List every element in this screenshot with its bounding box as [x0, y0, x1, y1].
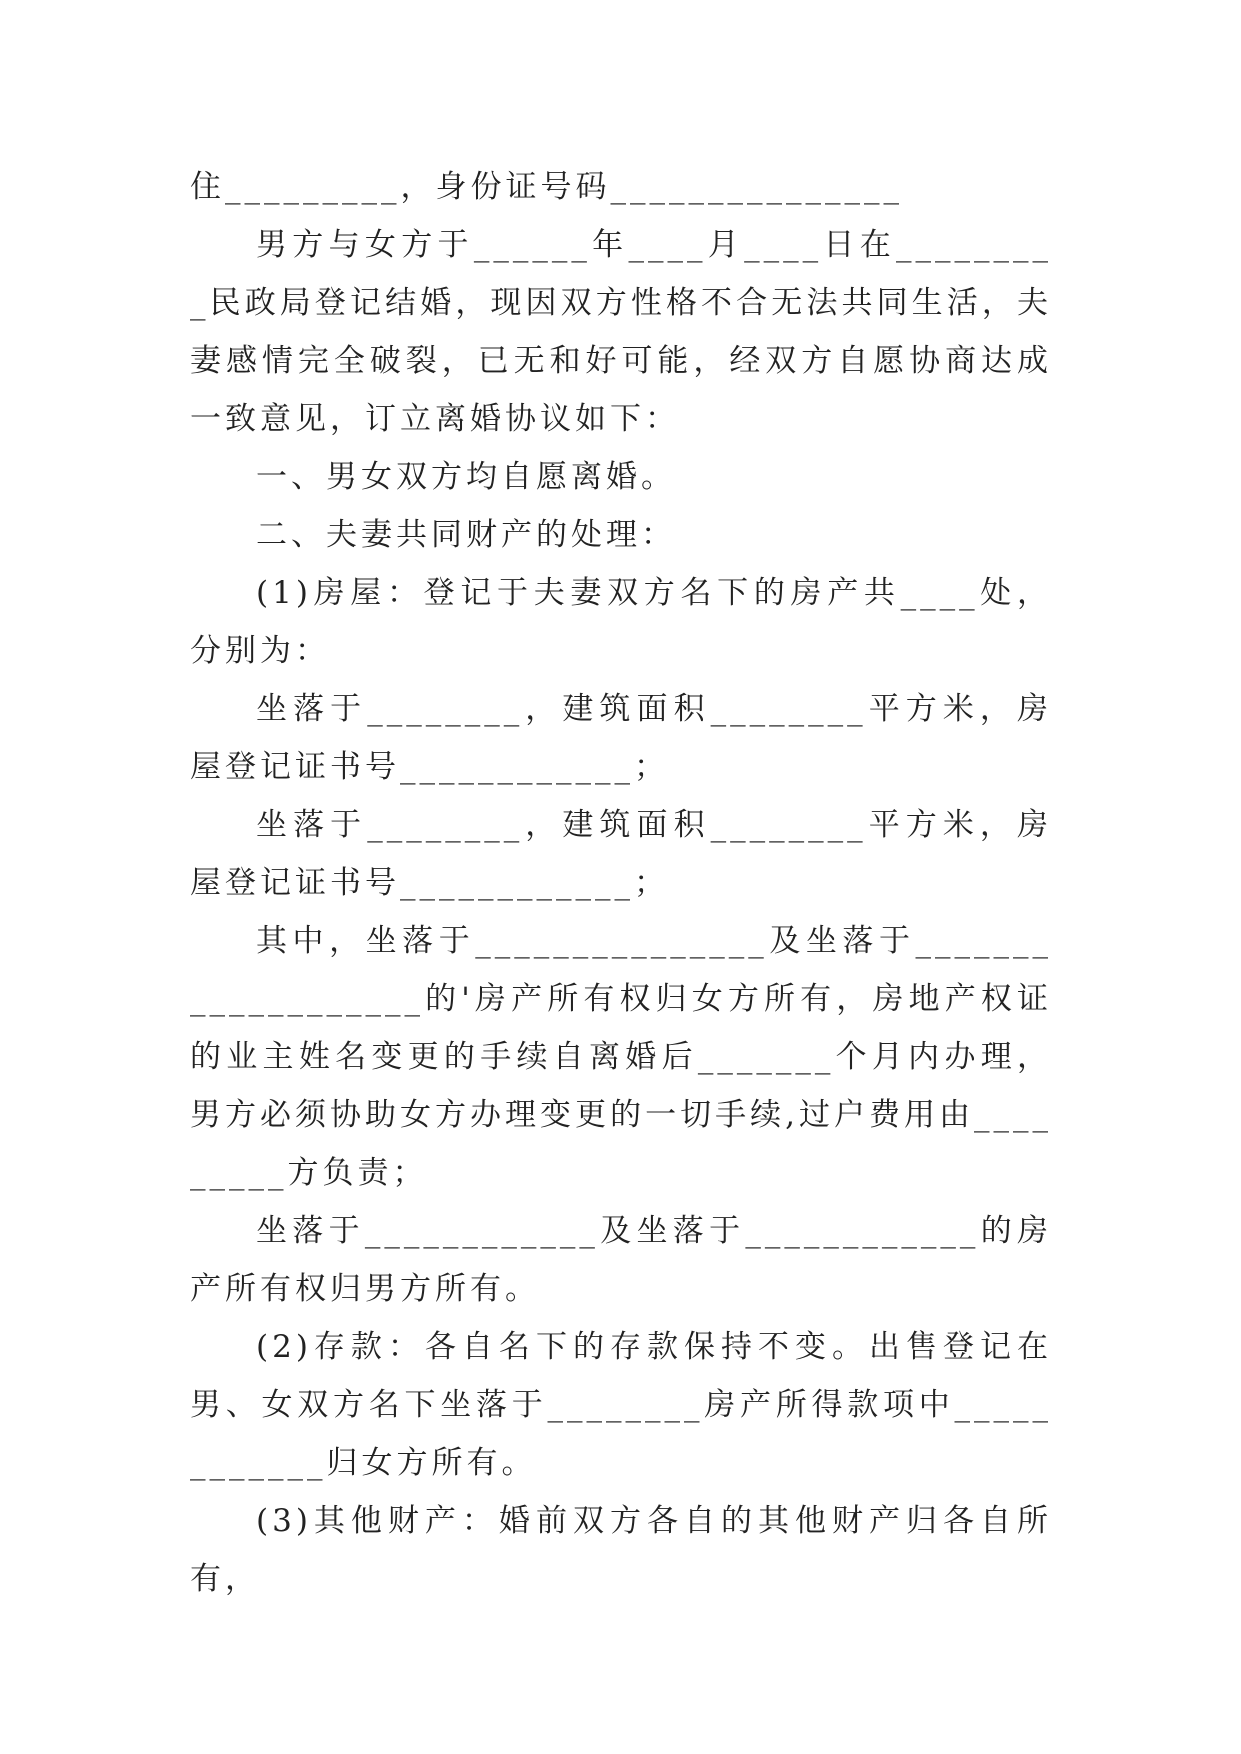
paragraph-deposits: (2)存款：各自名下的存款保持不变。出售登记在男、女双方名下坐落于________房产所得款项中____________归女方所有。: [190, 1329, 1052, 1481]
paragraph-house-1: 坐落于________，建筑面积________平方米，房屋登记证书号____________；: [190, 691, 1052, 785]
paragraph-house-to-wife: 其中，坐落于_______________及坐落于___________________的'房产所有权归女方所有，房地产权证的业主姓名变更的手续自离婚后_______个月内办理，男方必须协助女方办理变更的一切手续,过户费用由_________方负责；: [190, 923, 1052, 1191]
paragraph-clause-1: 一、男女双方均自愿离婚。: [256, 459, 676, 495]
paragraph-house-to-husband: 坐落于____________及坐落于____________的房产所有权归男方所有。: [190, 1213, 1052, 1307]
paragraph-other-property: (3)其他财产：婚前双方各自的其他财产归各自所有，: [190, 1503, 1052, 1597]
paragraph-marriage-registration: 男方与女方于______年____月____日在_________民政局登记结婚，现因双方性格不合无法共同生活，夫妻感情完全破裂，已无和好可能，经双方自愿协商达成一致意见，订立离婚协议如下：: [190, 227, 1052, 437]
paragraph-residence-id: 住_________，身份证号码_______________: [190, 169, 903, 205]
paragraph-clause-2: 二、夫妻共同财产的处理：: [256, 517, 676, 553]
paragraph-house-2: 坐落于________，建筑面积________平方米，房屋登记证书号____________；: [190, 807, 1052, 901]
paragraph-houses: (1)房屋：登记于夫妻双方名下的房产共____处，分别为：: [190, 575, 1052, 669]
document-body: [190, 158, 1052, 1608]
